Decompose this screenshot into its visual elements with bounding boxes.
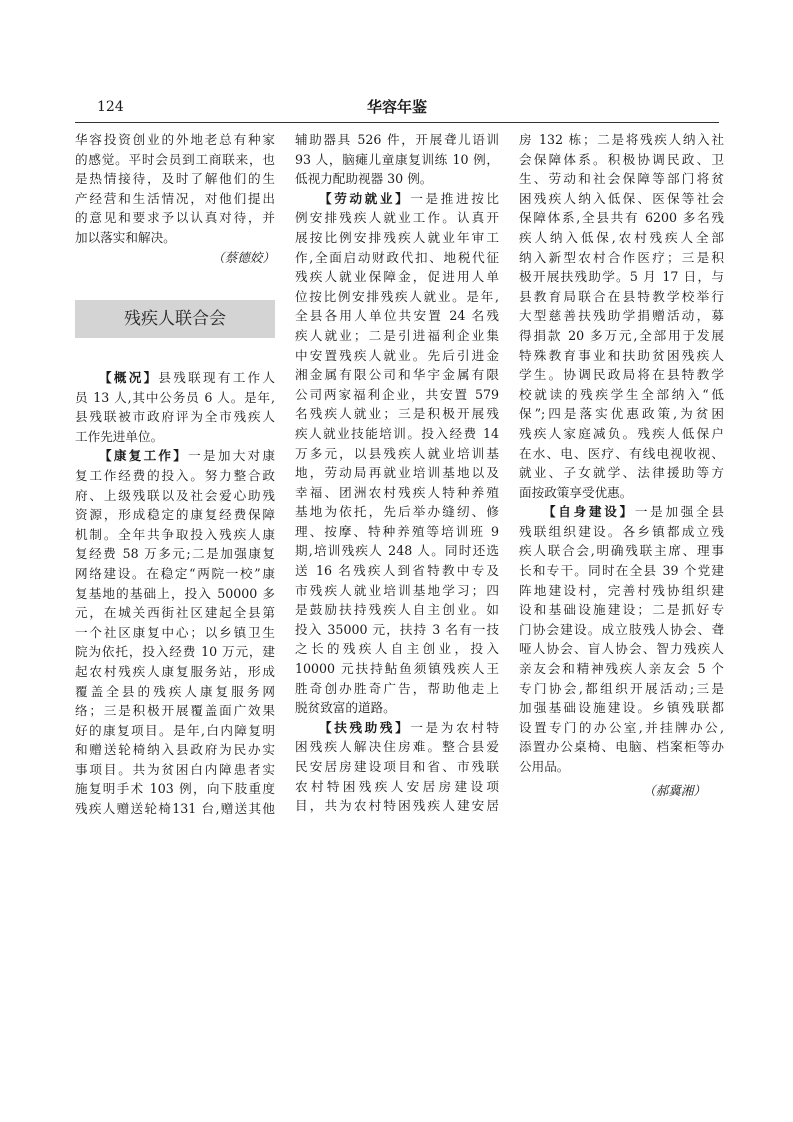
line-text: 府、上级残联以及社会爱心助残 (75, 487, 275, 503)
text-line (295, 228, 499, 248)
text-line (75, 466, 275, 486)
text-line (295, 541, 499, 561)
line-text: 农村特困残疾人安居房建设项 (295, 778, 499, 794)
text-line (519, 718, 724, 738)
text-line (519, 737, 724, 757)
text-line (519, 248, 724, 268)
line-text: 公司两家福利企业，共安置 579 (295, 386, 499, 402)
line-text: 特殊教育事业和扶助贫困残疾人 (519, 347, 724, 363)
line-text: 校就读的残疾学生全部纳入“低 (519, 386, 724, 402)
line-text: 复基地的基础上，投入 50000 多 (75, 585, 275, 601)
line-text: 保”;四是落实优惠政策,为贫困 (519, 406, 724, 422)
line-text: 长和专干。同时在全县 39 个党建 (519, 563, 724, 579)
text-line (75, 682, 275, 702)
paragraph-heading: 【劳动就业】 (319, 190, 411, 206)
line-text: 和赠送轮椅纳入县政府为民办实 (75, 742, 275, 758)
line-text: 县残联现有工作人 (158, 370, 276, 385)
previous-article-ending (75, 130, 275, 248)
header-rule (75, 122, 719, 123)
text-line (519, 502, 724, 522)
text-line (295, 757, 499, 777)
text-line: 是热情接待，及时了解他们的生 (75, 171, 275, 187)
paragraph-heading: 【自身建设】 (543, 504, 635, 520)
text-line (75, 701, 275, 721)
paragraph-heading: 【康复工作】 (99, 448, 189, 464)
line-text: 地，劳动局再就业培训基地以及 (295, 465, 499, 481)
text-line: 产经营和生活情况，对他们提出 (75, 190, 275, 206)
text-line: 加以落实和解决。 (75, 229, 176, 245)
line-text: 疾人就业；二是引进福利企业集 (295, 327, 499, 343)
text-line (75, 642, 275, 662)
page-number: 124 (97, 99, 124, 115)
text-line (519, 639, 724, 659)
text-line (75, 662, 275, 682)
line-text: 一是为农村特 (410, 719, 499, 735)
text-line (519, 424, 724, 444)
text-line (519, 189, 724, 209)
text-line (295, 639, 499, 659)
line-text: 院为依托，投入经费 10 万元，建 (75, 644, 275, 660)
line-text: 民安居房建设项目和省、市残联 (295, 759, 499, 774)
line-text: 例安排残疾人就业工作。认真开 (295, 210, 499, 226)
column-1 (75, 130, 275, 267)
line-text: 市残疾人就业培训基地学习；四 (295, 582, 499, 598)
text-line (295, 659, 499, 679)
text-line (519, 326, 724, 346)
text-line (519, 169, 724, 189)
text-line (519, 130, 724, 150)
text-line (295, 150, 499, 170)
line-text: 10000 元扶持鲇鱼须镇残疾人王 (295, 661, 499, 677)
line-text: 施复明手术 103 例，向下肢重度 (75, 781, 275, 797)
text-line (519, 346, 724, 366)
text-line (295, 620, 499, 640)
text-line (295, 248, 499, 268)
author-signature: （蔡德姣） (212, 249, 275, 265)
line-text: 中安置残疾人就业。先后引进金 (295, 347, 499, 363)
text-line (75, 388, 275, 408)
text-line (75, 407, 275, 427)
line-text: 胜奇创办胜奇广告，帮助他走上 (295, 680, 499, 696)
text-line (295, 502, 499, 522)
text-line (295, 189, 499, 209)
line-text: 好的康复项目。是年,白内障复明 (75, 722, 275, 738)
line-text: 湘金属有限公司和华宇金属有限 (295, 367, 499, 383)
line-text: 纳入新型农村合作医疗；三是积 (519, 249, 724, 265)
line-text: 是鼓励扶持残疾人自主创业。如 (295, 602, 499, 618)
line-text: 期,培训残疾人 248 人。同时还选 (295, 543, 499, 559)
line-text: 疾人就业技能培训。投入经费 14 (295, 425, 499, 441)
paragraph-heading: 【概况】 (99, 370, 159, 385)
line-text: 亲友会和精神残疾人亲友会 5 个 (519, 661, 724, 677)
line-text: 加强基础设施建设。乡镇残联都 (519, 700, 724, 716)
text-line (519, 228, 724, 248)
text-line (75, 368, 275, 388)
line-text: 一是加强全县 (634, 504, 725, 520)
line-text: 专门协会,都组织开展活动;三是 (519, 680, 724, 696)
text-line (519, 208, 724, 228)
line-text: 残疾人赠送轮椅131 台,赠送其他 (75, 801, 275, 817)
text-line (295, 346, 499, 366)
line-text: 困残疾人纳入低保、医保等社会 (519, 190, 724, 206)
text-line (295, 522, 499, 542)
line-text: 93 人，脑瘫儿童康复训练 10 例， (295, 151, 499, 167)
line-text: 添置办公桌椅、电脑、档案柜等办 (519, 739, 724, 755)
text-line: 华容投资创业的外地老总有种家 (75, 132, 275, 147)
line-text: 公用品。 (519, 759, 570, 774)
line-text: 作,全面启动财政代扣、地税代征 (295, 249, 499, 265)
line-text: 县教育局联合在县特教学校举行 (519, 288, 724, 304)
text-line (519, 463, 724, 483)
line-text: 残疾人家庭减负。残疾人低保户 (519, 425, 724, 441)
line-text: 就业、子女就学、法律援助等方 (519, 465, 724, 481)
section-title: 残疾人联合会 (75, 300, 275, 338)
line-text: 一是加大对康 (188, 448, 276, 464)
text-line (295, 581, 499, 601)
text-line (75, 721, 275, 741)
line-text: 事项目。共为贫困白内障患者实 (75, 761, 275, 777)
line-text: 保障体系,全县共有 6200 多名残 (519, 210, 724, 226)
text-line (519, 600, 724, 620)
text-line (519, 541, 724, 561)
text-line (295, 208, 499, 228)
text-line (295, 718, 499, 738)
line-text: 资源，形成稳定的康复经费保障 (75, 507, 275, 523)
text-line (519, 679, 724, 699)
text-line (75, 427, 275, 447)
text-line (519, 483, 724, 503)
text-line (295, 444, 499, 464)
text-line (295, 424, 499, 444)
text-line (295, 267, 499, 287)
line-text: 网络建设。在稳定“两院一校”康 (75, 565, 275, 581)
text-line (295, 463, 499, 483)
text-line (295, 796, 499, 816)
text-line (295, 698, 499, 718)
paragraph-heading: 【扶残助残】 (319, 719, 411, 735)
text-line (75, 446, 275, 466)
author-signature-2: （郝冀湘） (643, 782, 706, 798)
column-2 (295, 130, 499, 816)
line-text: 机制。全年共争取投入残疾人康 (75, 526, 275, 542)
text-line (519, 287, 724, 307)
line-text: 一是推进按比 (410, 190, 499, 206)
line-text: 脱贫致富的道路。 (295, 700, 396, 716)
text-line (519, 620, 724, 640)
text-line (295, 679, 499, 699)
line-text: 在水、电、医疗、有线电视收视、 (519, 445, 724, 461)
line-text: 残联组织建设。各乡镇都成立残 (519, 523, 724, 539)
text-line: 的意见和要求予以认真对待，并 (75, 210, 275, 226)
text-line (519, 306, 724, 326)
text-line (75, 623, 275, 643)
line-text: 起农村残疾人康复服务站，形成 (75, 663, 275, 679)
line-text: 复工作经费的投入。努力整合政 (75, 467, 275, 483)
line-text: 阵地建设村，完善村残协组织建 (519, 582, 724, 598)
text-line (295, 326, 499, 346)
line-text: 覆盖全县的残疾人康复服务网 (75, 683, 275, 699)
text-line (519, 522, 724, 542)
line-text: 目，共为农村特困残疾人建安居 (295, 798, 499, 814)
line-text: 员 13 人,其中公务员 6 人。是年, (75, 389, 275, 405)
text-line (295, 483, 499, 503)
line-text: 残疾人就业保障金，促进用人单 (295, 269, 499, 285)
text-line (75, 760, 275, 780)
text-line (295, 737, 499, 757)
text-line (295, 600, 499, 620)
line-text: 幸福、团洲农村残疾人特种养殖 (295, 484, 499, 500)
line-text: 低视力配助视器 30 例。 (295, 171, 433, 187)
running-title: 华容年鉴 (366, 98, 427, 116)
text-line (519, 581, 724, 601)
line-text: 生、劳动和社会保障等部门将贫 (519, 171, 724, 187)
text-line: 的感觉。平时会员到工商联来，也 (75, 151, 275, 167)
text-line (295, 777, 499, 797)
line-text: 全县各用人单位共安置 24 名残 (295, 308, 499, 324)
line-text: 络；三是积极开展覆盖面广效果 (75, 703, 275, 719)
text-line (75, 584, 275, 604)
text-line (295, 169, 499, 189)
line-text: 基地为依托，先后举办缝纫、修 (295, 504, 499, 520)
text-line (75, 779, 275, 799)
line-text: 复经费 58 万多元;二是加强康复 (75, 546, 275, 562)
text-line (295, 365, 499, 385)
text-line (75, 505, 275, 525)
text-line (519, 698, 724, 718)
line-text: 房 132 栋；二是将残疾人纳入社 (519, 132, 724, 147)
text-line (519, 404, 724, 424)
line-text: 工作先进单位。 (75, 428, 164, 444)
line-text: 送 16 名残疾人到省特教中专及 (295, 563, 499, 579)
text-line (75, 740, 275, 760)
page-header (75, 96, 719, 120)
line-text: 得捐款 20 多万元,全部用于发展 (519, 327, 724, 343)
line-text: 极开展扶残助学。5 月 17 日，与 (519, 269, 724, 285)
text-line (75, 525, 275, 545)
line-text: 理、按摩、特种养殖等培训班 9 (295, 523, 499, 539)
text-line (295, 130, 499, 150)
line-text: 之长的残疾人自主创业，投入 (295, 641, 499, 657)
line-text: 县残联被市政府评为全市残疾人 (75, 409, 275, 425)
line-text: 哑人协会、盲人协会、智力残疾人 (519, 641, 724, 657)
line-text: 会保障体系。积极协调民政、卫 (519, 151, 724, 167)
text-line (295, 561, 499, 581)
line-text: 设和基础设施建设；二是抓好专 (519, 602, 724, 618)
text-line (295, 385, 499, 405)
text-line (75, 564, 275, 584)
line-text: 元，在城关西街社区建起全县第 (75, 605, 275, 621)
text-line (519, 444, 724, 464)
text-line (295, 404, 499, 424)
text-line (75, 799, 275, 819)
text-line (519, 757, 724, 777)
text-line (295, 287, 499, 307)
line-text: 困残疾人解决住房难。整合县爱 (295, 739, 499, 755)
column-3 (519, 130, 724, 800)
line-text: 投入 35000 元，扶持 3 名有一技 (295, 621, 499, 637)
text-line (519, 659, 724, 679)
text-line (519, 561, 724, 581)
line-text: 疾人纳入低保,农村残疾人全部 (519, 229, 724, 245)
text-line (295, 306, 499, 326)
line-text: 万多元，以县残疾人就业培训基 (295, 445, 499, 461)
line-text: 疾人联合会,明确残联主席、理事 (519, 543, 724, 559)
text-line (519, 365, 724, 385)
line-text: 学生。协调民政局将在县特教学 (519, 367, 724, 383)
line-text: 一个社区康复中心；以乡镇卫生 (75, 624, 275, 640)
line-text: 位按比例安排残疾人就业。是年, (295, 288, 499, 304)
line-text: 大型慈善扶残助学捐赠活动，募 (519, 308, 724, 324)
line-text: 名残疾人就业；三是积极开展残 (295, 406, 499, 422)
text-line (519, 385, 724, 405)
line-text: 面按政策享受优惠。 (519, 484, 633, 500)
text-line (75, 603, 275, 623)
text-line (75, 544, 275, 564)
line-text: 辅助器具 526 件，开展聋儿语训 (295, 132, 499, 147)
line-text: 展按比例安排残疾人就业年审工 (295, 229, 499, 245)
text-line (519, 150, 724, 170)
line-text: 设置专门的办公室,并挂牌办公, (519, 719, 724, 735)
line-text: 门协会建设。成立肢残人协会、聋 (519, 621, 724, 637)
text-line (519, 267, 724, 287)
text-line (75, 486, 275, 506)
column-1-body (75, 368, 275, 819)
